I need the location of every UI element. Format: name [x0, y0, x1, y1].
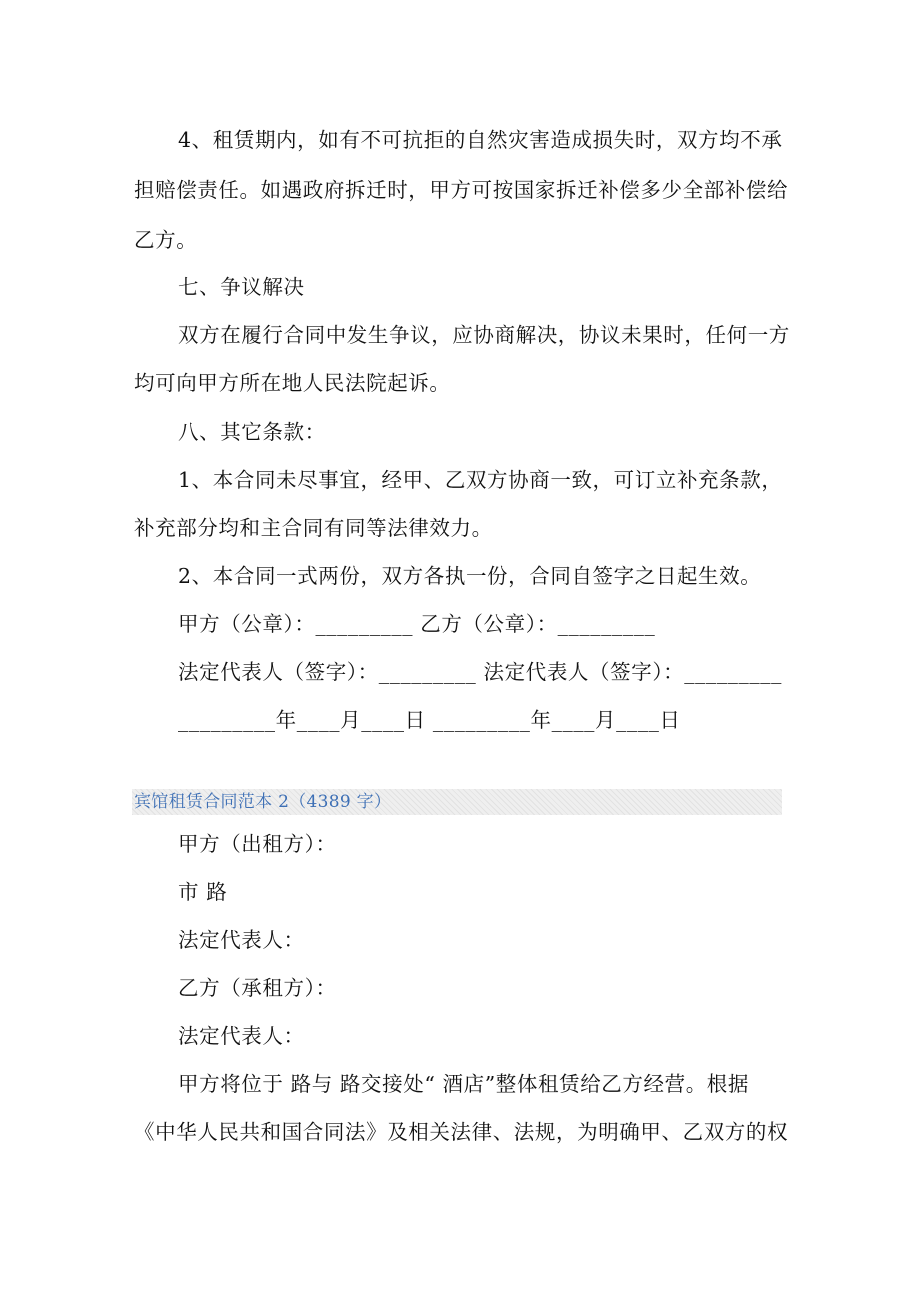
clause-4-line-3: 乙方。: [134, 228, 198, 252]
clause-8-1-line-2: 补充部分均和主合同有同等法律效力。: [134, 516, 493, 540]
city-road-label: 市 路: [178, 880, 228, 904]
intro-line-2: 《中华人民共和国合同法》及相关法律、法规，为明确甲、乙双方的权: [134, 1120, 789, 1144]
party-a-label: 甲方（出租方）：: [178, 832, 337, 856]
clause-4-line-1: 4、租赁期内，如有不可抗拒的自然灾害造成损失时，双方均不承: [178, 128, 783, 152]
section-8-heading: 八、其它条款：: [178, 420, 326, 444]
party-b-label: 乙方（承租方）：: [178, 976, 337, 1000]
section-7-heading: 七、争议解决: [178, 275, 305, 299]
section-7-line-1: 双方在履行合同中发生争议，应协商解决，协议未果时，任何一方: [178, 323, 790, 347]
clause-8-2: 2、本合同一式两份，双方各执一份，合同自签字之日起生效。: [178, 564, 762, 588]
signature-representative-line: 法定代表人（签字）：_________ 法定代表人（签字）：_________: [178, 660, 782, 684]
intro-line-1: 甲方将位于 路与 路交接处“ 酒店”整体租赁给乙方经营。根据: [178, 1072, 750, 1096]
section-7-line-2: 均可向甲方所在地人民法院起诉。: [134, 371, 451, 395]
party-b-representative-label: 法定代表人：: [178, 1024, 305, 1048]
signature-seal-line: 甲方（公章）：_________ 乙方（公章）：_________: [178, 612, 656, 636]
clause-8-1-line-1: 1、本合同未尽事宜，经甲、乙双方协商一致，可订立补充条款，: [178, 468, 783, 492]
party-a-representative-label: 法定代表人：: [178, 928, 305, 952]
clause-4-line-2: 担赔偿责任。如遇政府拆迁时，甲方可按国家拆迁补偿多少全部补偿给: [134, 178, 789, 202]
contract-2-title: 宾馆租赁合同范本 2（4389 字）: [134, 792, 392, 812]
signature-date-line: _________年____月____日 _________年____月____日: [178, 708, 681, 732]
